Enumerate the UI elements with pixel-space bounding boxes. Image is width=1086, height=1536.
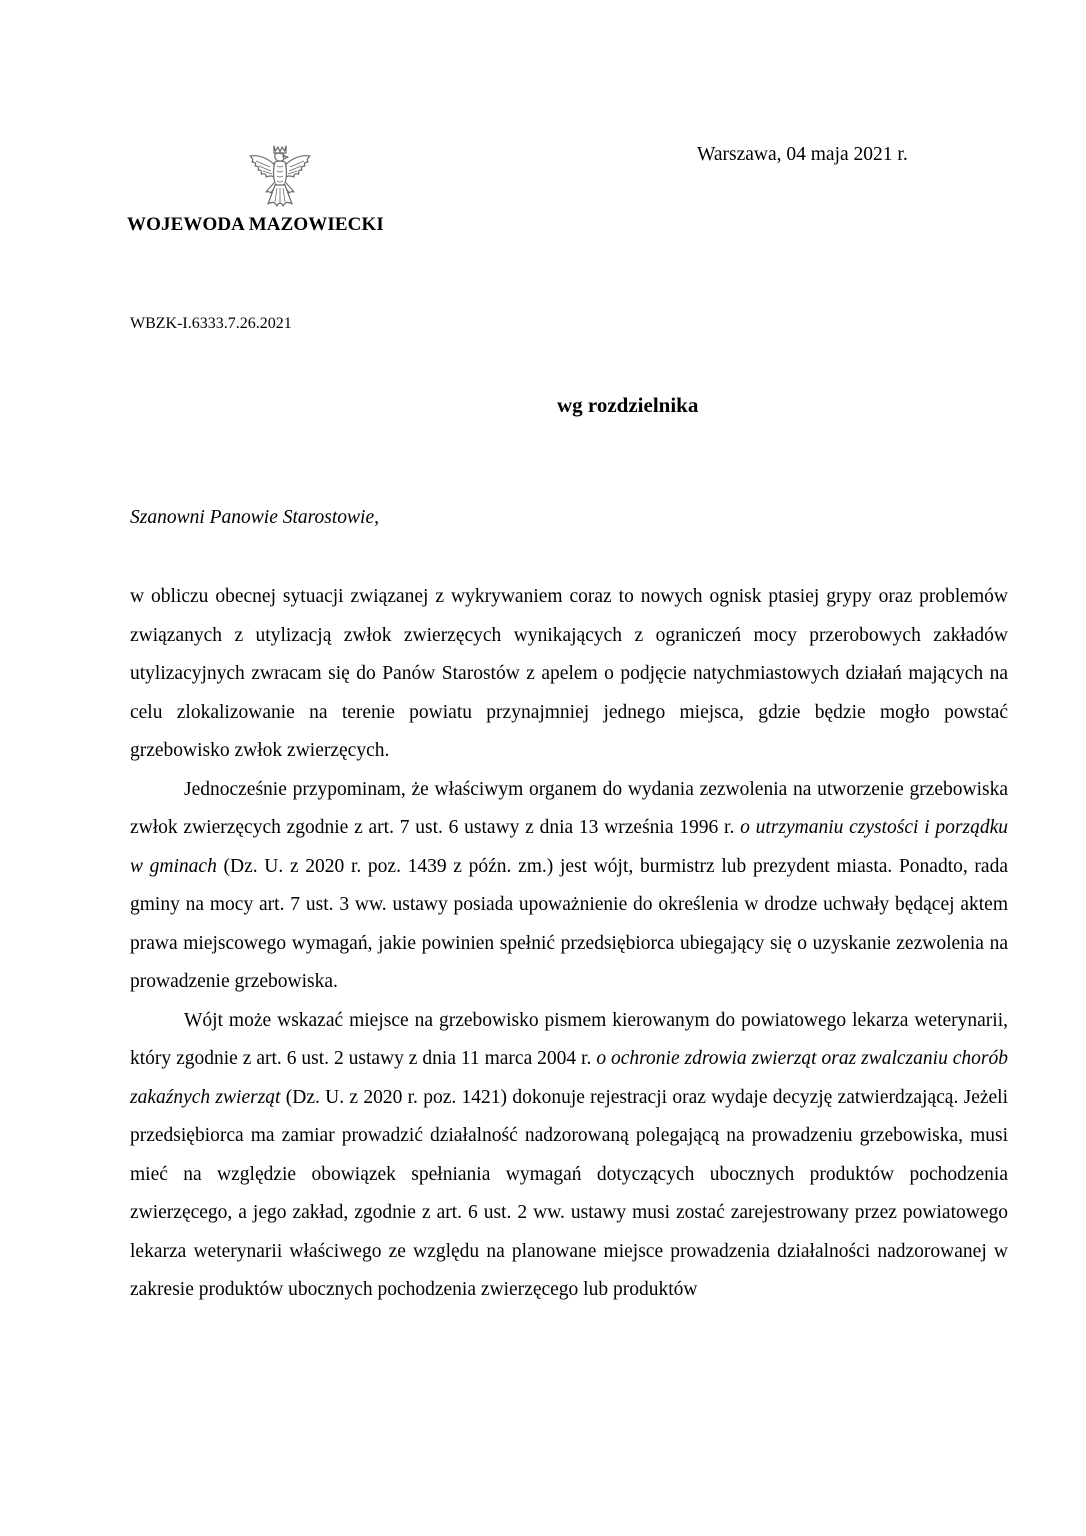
paragraph-3-text-end: (Dz. U. z 2020 r. poz. 1421) dokonuje rejestracji oraz wydaje decyzję zatwierdzającą. Jeżeli przedsiębiorca ma zamiar prowadzić działalność nadzorowaną polegającą na prowadzeniu grzebowiska, musi mieć na względzie obowiązek spełniania wymagań dotyczących ubocznych produktów pochodzenia zwierzęcego, a jego zakład, zgodnie z art. 6 ust. 2 ww. ustawy musi zostać zarejestrowany przez powiatowego lekarza weterynarii właściwego ze względu na planowane miejsce prowadzenia działalności nadzorowanej w zakresie produktów ubocznych pochodzenia zwierzęcego lub produktów (130, 1086, 1008, 1300)
paragraph-3-text-start: Wójt może wskazać miejsce na grzebowisko pismem kierowanym do powiatowego lekarza weterynarii, który zgodnie z art. 6 ust. 2 ustawy z dnia 11 marca 2004 r. (130, 1009, 1008, 1069)
issuing-authority: WOJEWODA MAZOWIECKI (127, 214, 384, 235)
body-paragraph-3 (130, 1002, 1008, 1310)
reference-number: WBZK-I.6333.7.26.2021 (130, 315, 292, 332)
statute-title-animal-health-act: o ochronie zdrowia zwierząt oraz zwalczaniu chorób zakaźnych zwierząt (130, 1048, 1008, 1108)
body-paragraph-1: w obliczu obecnej sytuacji związanej z wykrywaniem coraz to nowych ognisk ptasiej grypy oraz problemów związanych z utylizacją zwłok zwierzęcych wynikających z ograniczeń mocy przerobowych zakładów utylizacyjnych zwracam się do Panów Starostów z apelem o podjęcie natychmiastowych działań mających na celu zlokalizowanie na terenie powiatu przynajmniej jednego miejsca, gdzie będzie mogło powstać grzebowisko zwłok zwierzęcych. (130, 586, 1008, 761)
letter-body (130, 578, 1008, 1310)
place-and-date: Warszawa, 04 maja 2021 r. (697, 144, 908, 165)
salutation: Szanowni Panowie Starostowie, (130, 507, 379, 528)
statute-title-cleanliness-act: o utrzymaniu czystości i porządku w gminach (130, 817, 1008, 877)
paragraph-2-text-end: (Dz. U. z 2020 r. poz. 1439 z późn. zm.) jest wójt, burmistrz lub prezydent miasta. Ponadto, rada gminy na mocy art. 7 ust. 3 ww. ustawy posiada upoważnienie do określenia w drodze uchwały będącej aktem prawa miejscowego wymagań, jakie powinien spełnić przedsiębiorca ubiegający się o uzyskanie zezwolenia na prowadzenie grzebowiska. (130, 855, 1008, 992)
recipient: wg rozdzielnika (557, 393, 699, 417)
polish-eagle-emblem-icon (244, 140, 316, 212)
paragraph-2-text-start: Jednocześnie przypominam, że właściwym organem do wydania zezwolenia na utworzenie grzebowiska zwłok zwierzęcych zgodnie z art. 7 ust. 6 ustawy z dnia 13 września 1996 r. (130, 778, 1008, 838)
body-paragraph-2 (130, 771, 1008, 1002)
